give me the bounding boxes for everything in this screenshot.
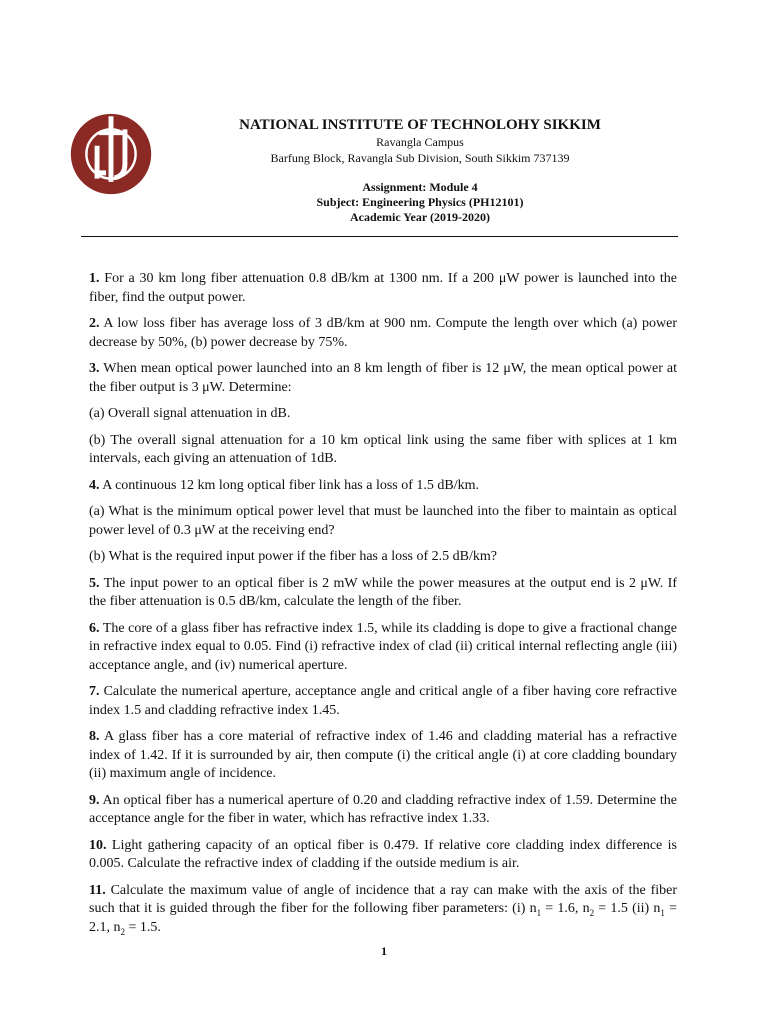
question-text: An optical fiber has a numerical aperture of 0.20 and cladding refractive index of 1.59. Determine the acceptance angle for the fiber in water, which has refractive index 1.33. [89, 792, 677, 826]
subject-line: Subject: Engineering Physics (PH12101) [316, 195, 524, 209]
question-text: The input power to an optical fiber is 2 mW while the power measures at the output end is 2 μW. If the fiber attenuation is 0.5 dB/km, calculate the length of the fiber. [89, 575, 677, 609]
subscript: 1 [536, 907, 542, 918]
subscript: 2 [589, 907, 595, 918]
question-text: The core of a glass fiber has refractive index 1.5, while its cladding is dope to give a fractional change in refractive index equal to 0.05. Find (i) refractive index of clad (ii) critical internal reflecting angle (iii) acceptance angle, and (iv) numerical aperture. [89, 620, 677, 673]
question-list [89, 270, 677, 945]
question-item [89, 360, 677, 397]
question-text: For a 30 km long fiber attenuation 0.8 dB/km at 1300 nm. If a 200 μW power is launched into the fiber, find the output power. [89, 271, 677, 305]
question-number: 4. [89, 477, 100, 493]
question-item [89, 882, 677, 938]
question-number: 8. [89, 729, 100, 744]
question-number: 3. [89, 361, 100, 376]
question-text: When mean optical power launched into an 8 km length of fiber is 12 μW, the mean optical power at the fiber output is 3 μW. Determine: [89, 361, 677, 395]
question-text: (b) The overall signal attenuation for a 10 km optical link using the same fiber with splices at 1 km intervals, each giving an attenuation of 1dB. [89, 432, 677, 466]
question-item [89, 620, 677, 676]
question-subpart [89, 405, 677, 424]
question-number: 7. [89, 684, 100, 699]
question-item [89, 575, 677, 612]
question-number: 1. [89, 271, 100, 286]
question-number: 11. [89, 882, 106, 898]
question-text: A glass fiber has a core material of refractive index of 1.46 and cladding material has a refractive index of 1.42. If it is surrounded by air, then compute (i) the critical angle (i) at core cladding boundary (ii) maximum angle of incidence. [89, 729, 677, 781]
question-item [89, 270, 677, 307]
question-subpart [89, 432, 677, 469]
question-item [89, 837, 677, 874]
question-text: Calculate the maximum value of angle of incidence that a ray can make with the axis of the fiber such that it is guided through the fiber for the following fiber parameters: (i) n [89, 882, 677, 916]
question-item [89, 683, 677, 720]
question-text: = 2.1, n [89, 901, 677, 935]
question-text: = 1.5 (ii) n [594, 901, 661, 916]
question-text: (a) Overall signal attenuation in dB. [89, 406, 291, 421]
question-item [89, 792, 677, 829]
question-text: (a) What is the minimum optical power level that must be launched into the fiber to maintain as optical power level of 0.3 μW at the receiving end? [89, 504, 677, 538]
assignment-title: Assignment: Module 4 [362, 180, 478, 194]
question-text: (b) What is the required input power if the fiber has a loss of 2.5 dB/km? [89, 549, 497, 564]
subscript: 2 [120, 926, 125, 937]
question-text: = 1.5. [125, 919, 161, 935]
question-number: 6. [89, 620, 100, 636]
academic-year: Academic Year (2019-2020) [350, 210, 490, 224]
institute-name: NATIONAL INSTITUTE OF TECHNOLOHY SIKKIM [239, 117, 601, 133]
question-text: = 1.6, n [541, 901, 590, 916]
question-item [89, 315, 677, 352]
question-subpart [89, 548, 677, 567]
question-number: 5. [89, 575, 100, 591]
question-text: A continuous 12 km long optical fiber link has a loss of 1.5 dB/km. [99, 477, 480, 493]
question-number: 9. [89, 792, 100, 808]
header-divider [81, 236, 678, 237]
question-text: Calculate the numerical aperture, acceptance angle and critical angle of a fiber having core refractive index 1.5 and cladding refractive index 1.45. [89, 684, 677, 718]
question-text: A low loss fiber has average loss of 3 dB/km at 900 nm. Compute the length over which (a) power decrease by 50%, (b) power decrease by 75%. [89, 316, 677, 350]
question-number: 2. [89, 316, 100, 331]
question-item [89, 728, 677, 784]
campus-name: Ravangla Campus [376, 135, 464, 149]
question-text: Light gathering capacity of an optical fiber is 0.479. If relative core cladding index difference is 0.005. Calculate the refractive index of cladding if the outside medium is air. [89, 837, 677, 871]
subscript: 1 [660, 907, 665, 918]
question-subpart [89, 503, 677, 540]
nit-sikkim-logo-icon [70, 113, 152, 195]
document-header [150, 116, 690, 225]
question-item [89, 477, 677, 496]
address-line: Barfung Block, Ravangla Sub Division, South Sikkim 737139 [270, 151, 570, 165]
question-number: 10. [89, 837, 107, 853]
page-number: 1 [381, 944, 387, 958]
